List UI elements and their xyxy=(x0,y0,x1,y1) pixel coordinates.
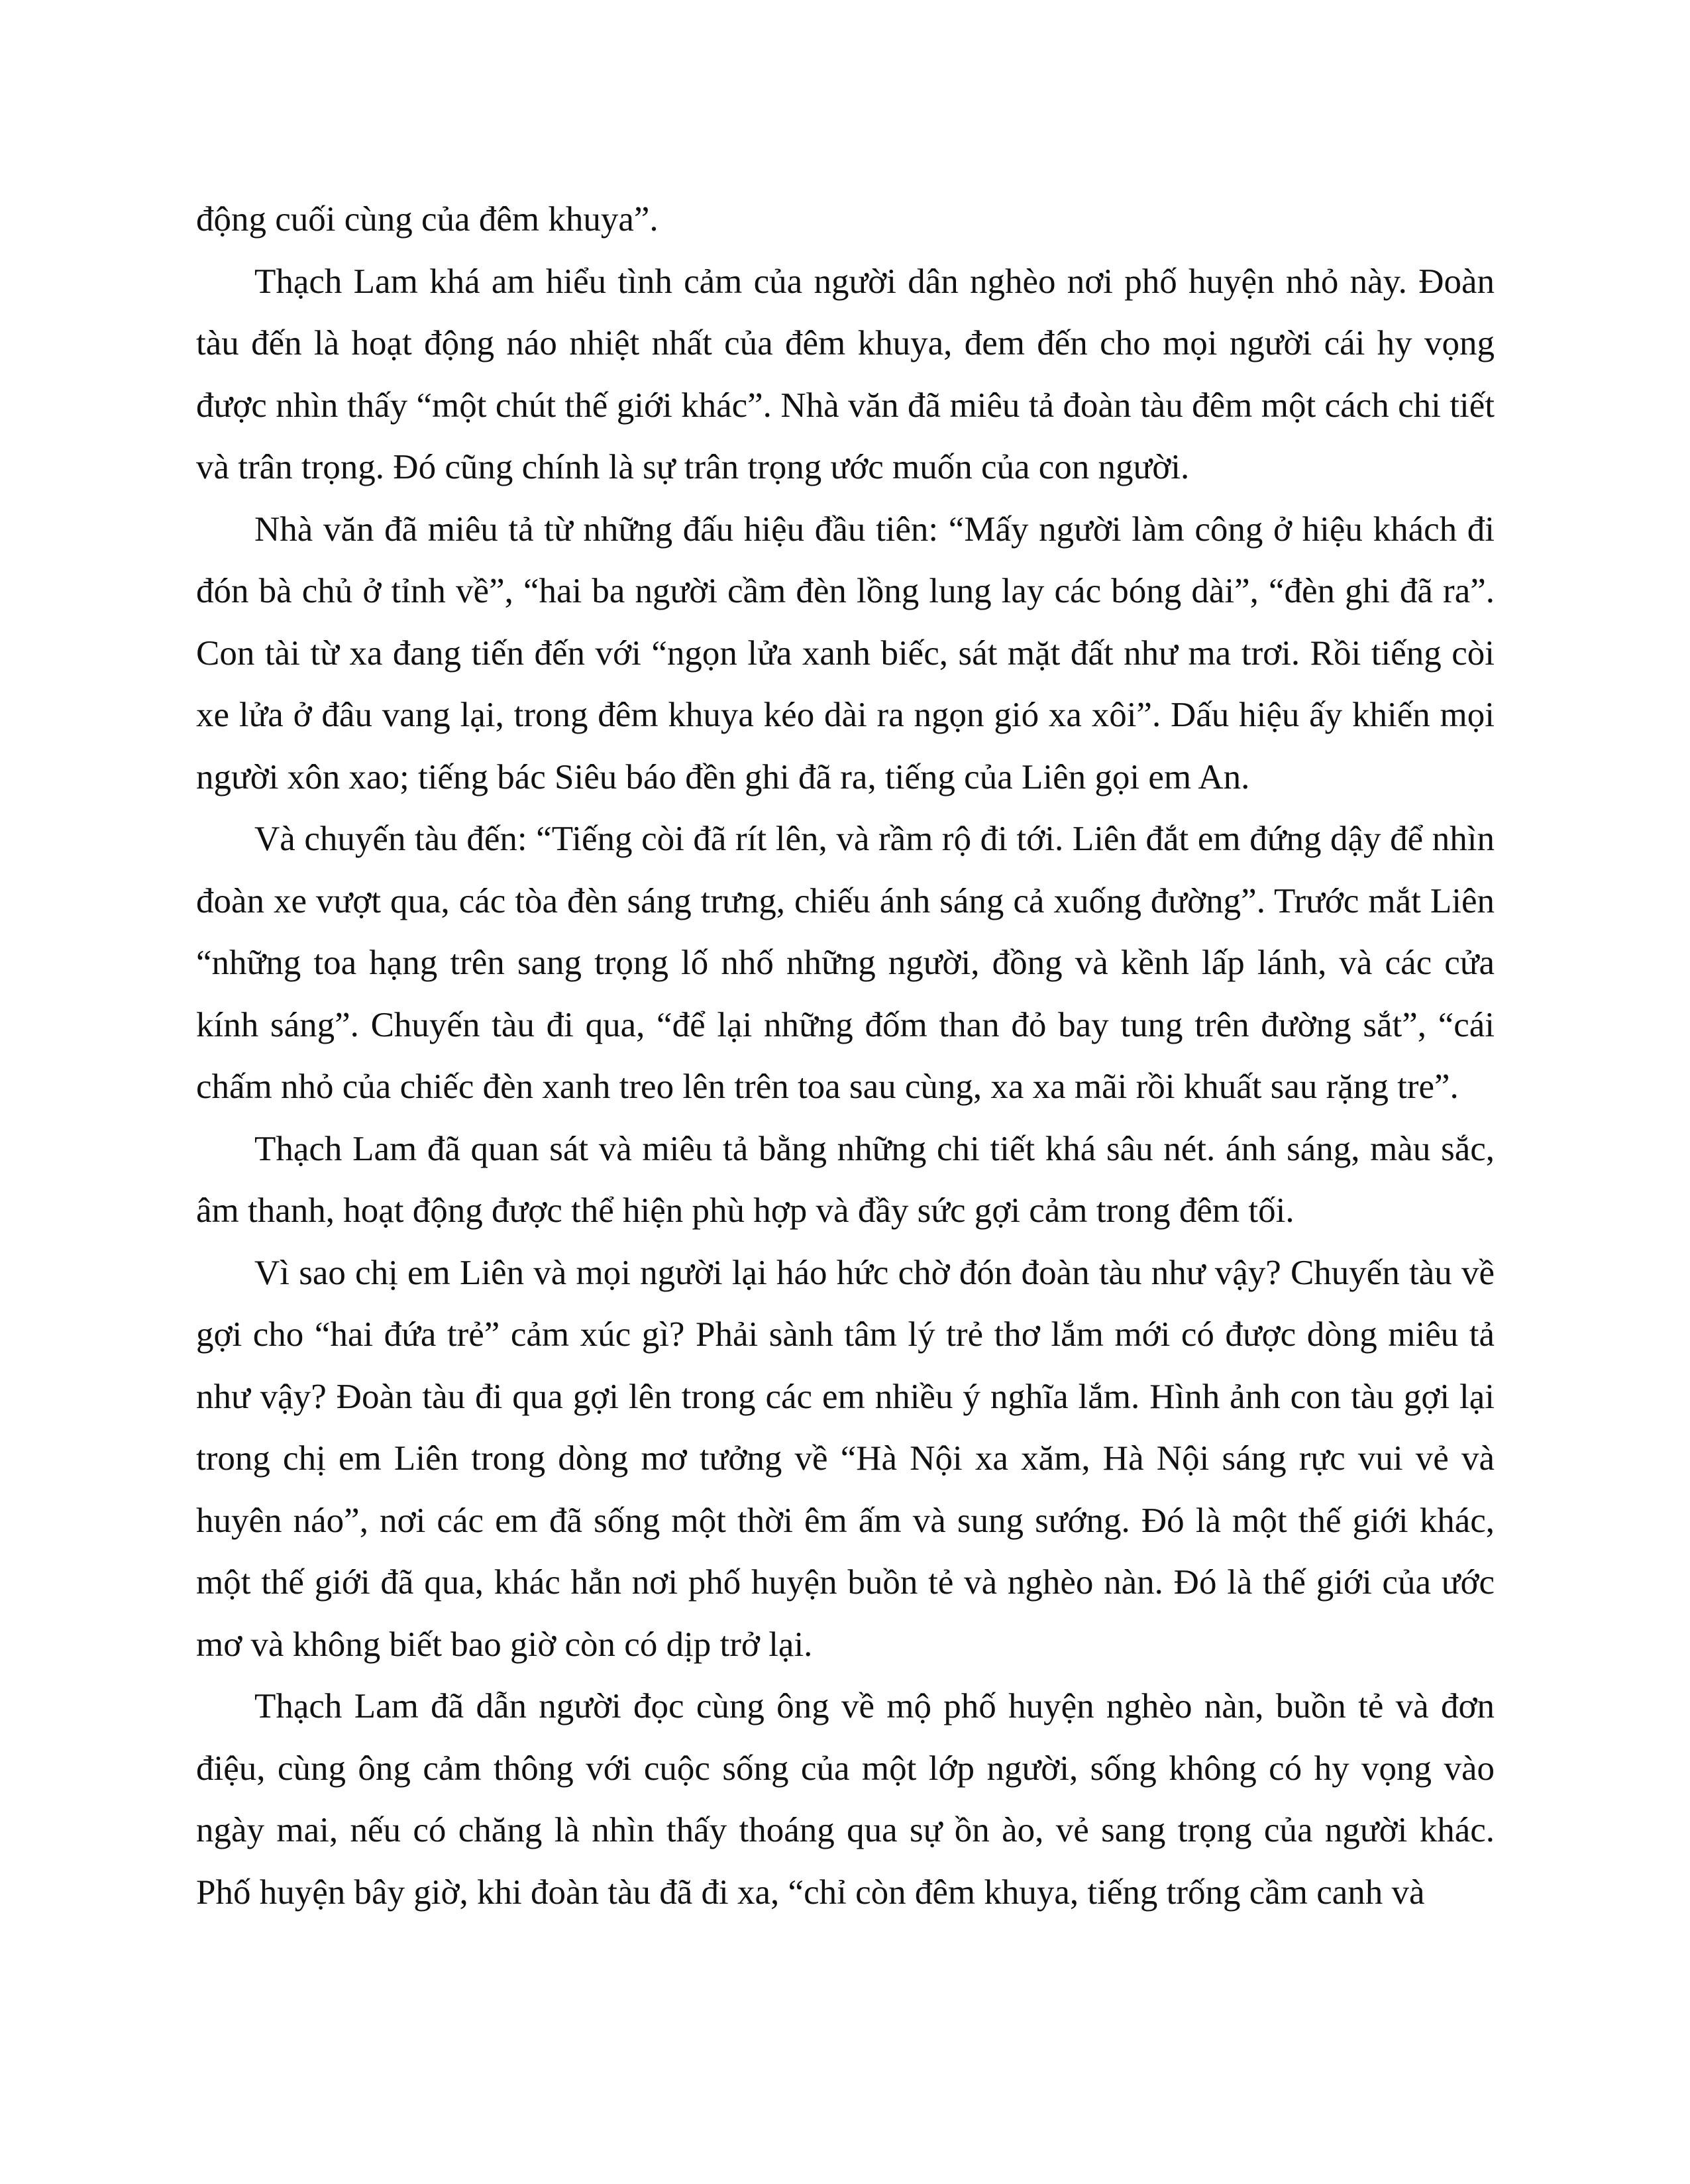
paragraph: Và chuyến tàu đến: “Tiếng còi đã rít lên, và rầm rộ đi tới. Liên đắt em đứng dậy để nhìn đoàn xe vượt qua, các tòa đèn sáng trưng, chiếu ánh sáng cả xuống đường”. Trước mắt Liên “những toa hạng trên sang trọng lố nhố những người, đồng và kềnh lấp lánh, và các cửa kính sáng”. Chuyến tàu đi qua, “để lại những đốm than đỏ bay tung trên đường sắt”, “cái chấm nhỏ của chiếc đèn xanh treo lên trên toa sau cùng, xa xa mãi rồi khuất sau rặng tre”. xyxy=(196,820,1495,1106)
document-body xyxy=(196,189,1495,1924)
paragraph: Thạch Lam khá am hiểu tình cảm của người dân nghèo nơi phố huyện nhỏ này. Đoàn tàu đến là hoạt động náo nhiệt nhất của đêm khuya, đem đến cho mọi người cái hy vọng được nhìn thấy “một chút thế giới khác”. Nhà văn đã miêu tả đoàn tàu đêm một cách chi tiết và trân trọng. Đó cũng chính là sự trân trọng ước muốn của con người. xyxy=(196,262,1495,486)
paragraph: Thạch Lam đã quan sát và miêu tả bằng những chi tiết khá sâu nét. ánh sáng, màu sắc, âm thanh, hoạt động được thể hiện phù hợp và đầy sức gợi cảm trong đêm tối. xyxy=(196,1129,1495,1230)
paragraph: Thạch Lam đã dẫn người đọc cùng ông về mộ phố huyện nghèo nàn, buồn tẻ và đơn điệu, cùng ông cảm thông với cuộc sống của một lớp người, sống không có hy vọng vào ngày mai, nếu có chăng là nhìn thấy thoáng qua sự ồn ào, vẻ sang trọng của người khác. Phố huyện bây giờ, khi đoàn tàu đã đi xa, “chỉ còn đêm khuya, tiếng trống cầm canh và xyxy=(196,1687,1495,1912)
paragraph: Vì sao chị em Liên và mọi người lại háo hức chờ đón đoàn tàu như vậy? Chuyến tàu về gợi cho “hai đứa trẻ” cảm xúc gì? Phải sành tâm lý trẻ thơ lắm mới có được dòng miêu tả như vậy? Đoàn tàu đi qua gợi lên trong các em nhiều ý nghĩa lắm. Hình ảnh con tàu gợi lại trong chị em Liên trong dòng mơ tưởng về “Hà Nội xa xăm, Hà Nội sáng rực vui vẻ và huyên náo”, nơi các em đã sống một thời êm ấm và sung sướng. Đó là một thế giới khác, một thế giới đã qua, khác hẳn nơi phố huyện buồn tẻ và nghèo nàn. Đó là thế giới của ước mơ và không biết bao giờ còn có dịp trở lại. xyxy=(196,1253,1495,1664)
paragraph: Nhà văn đã miêu tả từ những đấu hiệu đầu tiên: “Mấy người làm công ở hiệu khách đi đón bà chủ ở tỉnh về”, “hai ba người cầm đèn lồng lung lay các bóng dài”, “đèn ghi đã ra”. Con tài từ xa đang tiến đến với “ngọn lửa xanh biếc, sát mặt đất như ma trơi. Rồi tiếng còi xe lửa ở đâu vang lại, trong đêm khuya kéo dài ra ngọn gió xa xôi”. Dấu hiệu ấy khiến mọi người xôn xao; tiếng bác Siêu báo đền ghi đã ra, tiếng của Liên gọi em An. xyxy=(196,510,1495,796)
paragraph-continuation: động cuối cùng của đêm khuya”. xyxy=(196,200,659,239)
